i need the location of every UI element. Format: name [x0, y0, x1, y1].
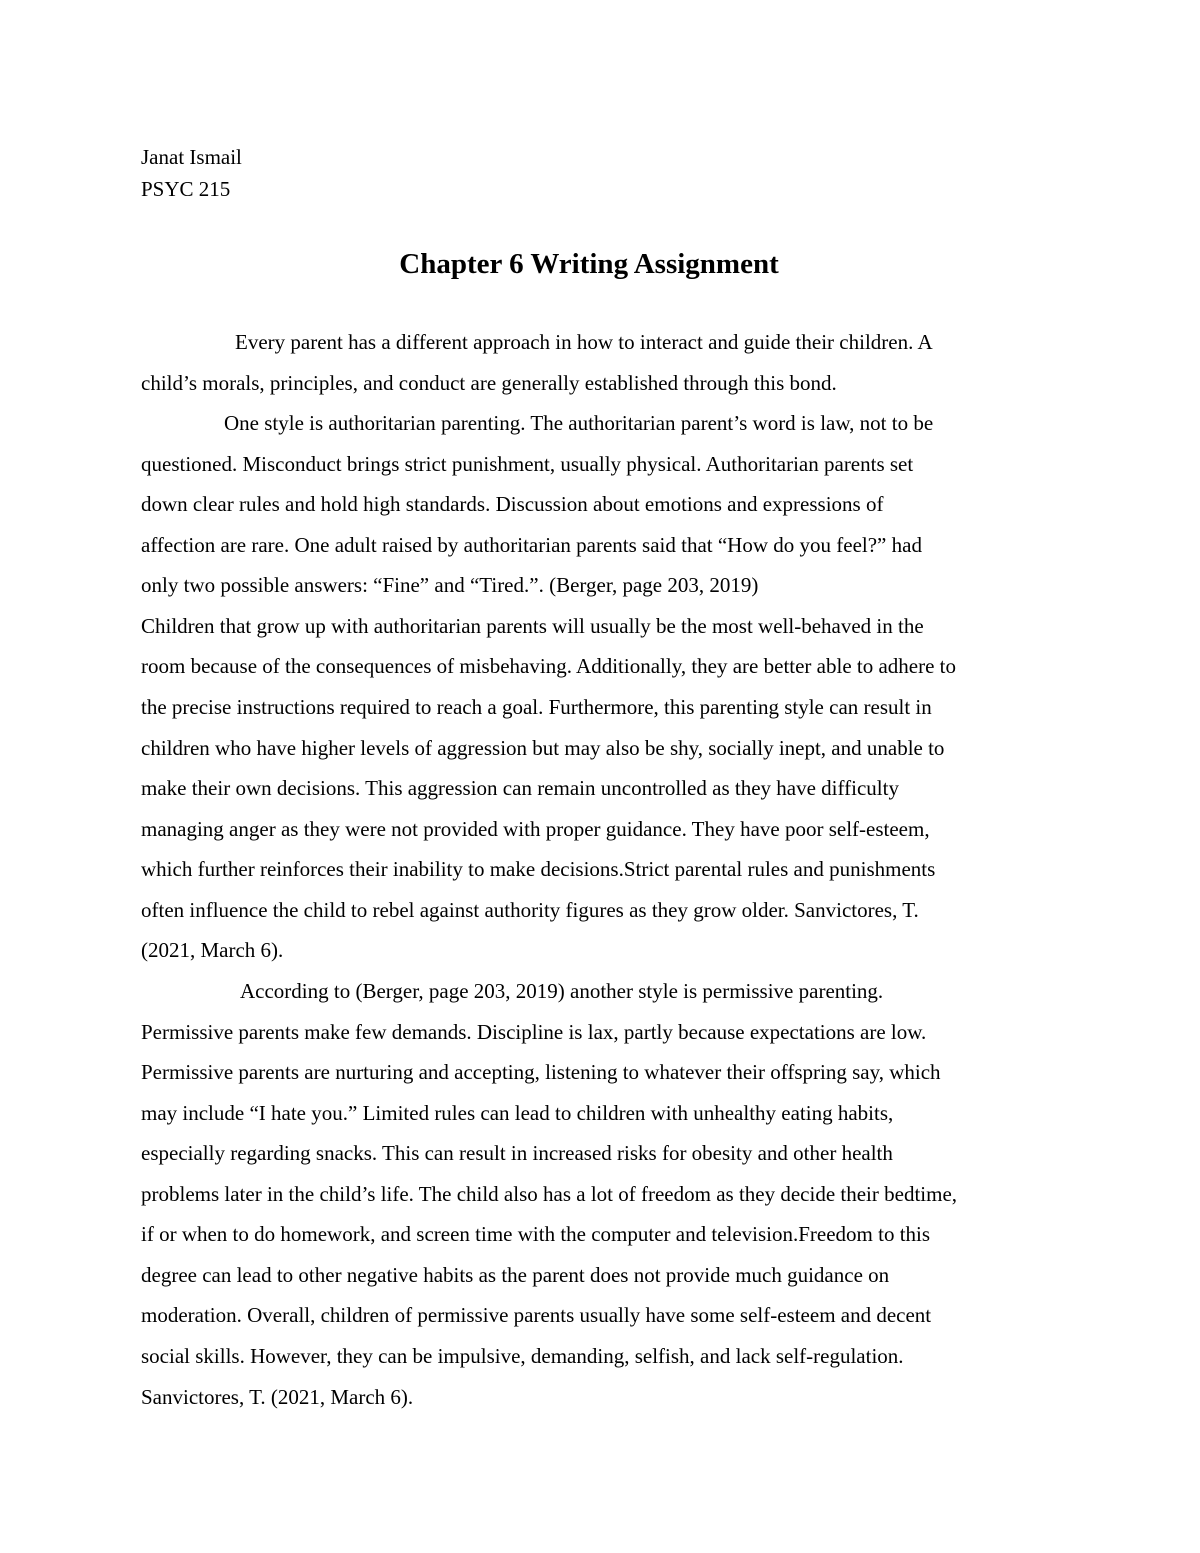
document-title: Chapter 6 Writing Assignment	[399, 248, 779, 280]
author-name: Janat Ismail	[141, 145, 242, 169]
body-line: only two possible answers: “Fine” and “Tired.”. (Berger, page 203, 2019)	[141, 573, 759, 597]
body-line: Sanvictores, T. (2021, March 6).	[141, 1385, 414, 1409]
body-line: affection are rare. One adult raised by authoritarian parents said that “How do you feel?” had	[141, 533, 922, 557]
body-line: According to (Berger, page 203, 2019) another style is permissive parenting.	[240, 979, 884, 1003]
body-line: Children that grow up with authoritarian parents will usually be the most well-behaved in the	[141, 614, 924, 638]
body-line: Every parent has a different approach in how to interact and guide their children. A	[235, 330, 933, 354]
body-line: if or when to do homework, and screen time with the computer and television.Freedom to this	[141, 1222, 931, 1246]
body-line: especially regarding snacks. This can result in increased risks for obesity and other health	[141, 1141, 893, 1165]
body-line: room because of the consequences of misbehaving. Additionally, they are better able to adhere to	[141, 654, 957, 678]
body-line: the precise instructions required to reach a goal. Furthermore, this parenting style can result in	[141, 695, 932, 719]
body-line: problems later in the child’s life. The child also has a lot of freedom as they decide their bedtime,	[141, 1182, 958, 1206]
body-line: may include “I hate you.” Limited rules can lead to children with unhealthy eating habits,	[141, 1101, 894, 1125]
body-line: social skills. However, they can be impulsive, demanding, selfish, and lack self-regulation.	[141, 1344, 904, 1368]
body-line: moderation. Overall, children of permissive parents usually have some self-esteem and decent	[141, 1303, 932, 1327]
body-line: Permissive parents are nurturing and accepting, listening to whatever their offspring say, which	[141, 1060, 941, 1084]
body-line: Permissive parents make few demands. Discipline is lax, partly because expectations are low.	[141, 1020, 927, 1044]
body-line: child’s morals, principles, and conduct are generally established through this bond.	[141, 371, 837, 395]
body-line: children who have higher levels of aggression but may also be shy, socially inept, and unable to	[141, 736, 945, 760]
body-line: which further reinforces their inability to make decisions.Strict parental rules and punishments	[141, 857, 936, 881]
body-line: One style is authoritarian parenting. The authoritarian parent’s word is law, not to be	[224, 411, 934, 435]
body-line: down clear rules and hold high standards. Discussion about emotions and expressions of	[141, 492, 884, 516]
body-line: questioned. Misconduct brings strict punishment, usually physical. Authoritarian parents set	[141, 452, 914, 476]
body-line: managing anger as they were not provided with proper guidance. They have poor self-esteem,	[141, 817, 930, 841]
body-line: often influence the child to rebel against authority figures as they grow older. Sanvictores, T.	[141, 898, 919, 922]
course-code: PSYC 215	[141, 177, 231, 201]
body-line: degree can lead to other negative habits as the parent does not provide much guidance on	[141, 1263, 890, 1287]
body-line: (2021, March 6).	[141, 938, 284, 962]
body-line: make their own decisions. This aggression can remain uncontrolled as they have difficulty	[141, 776, 899, 800]
